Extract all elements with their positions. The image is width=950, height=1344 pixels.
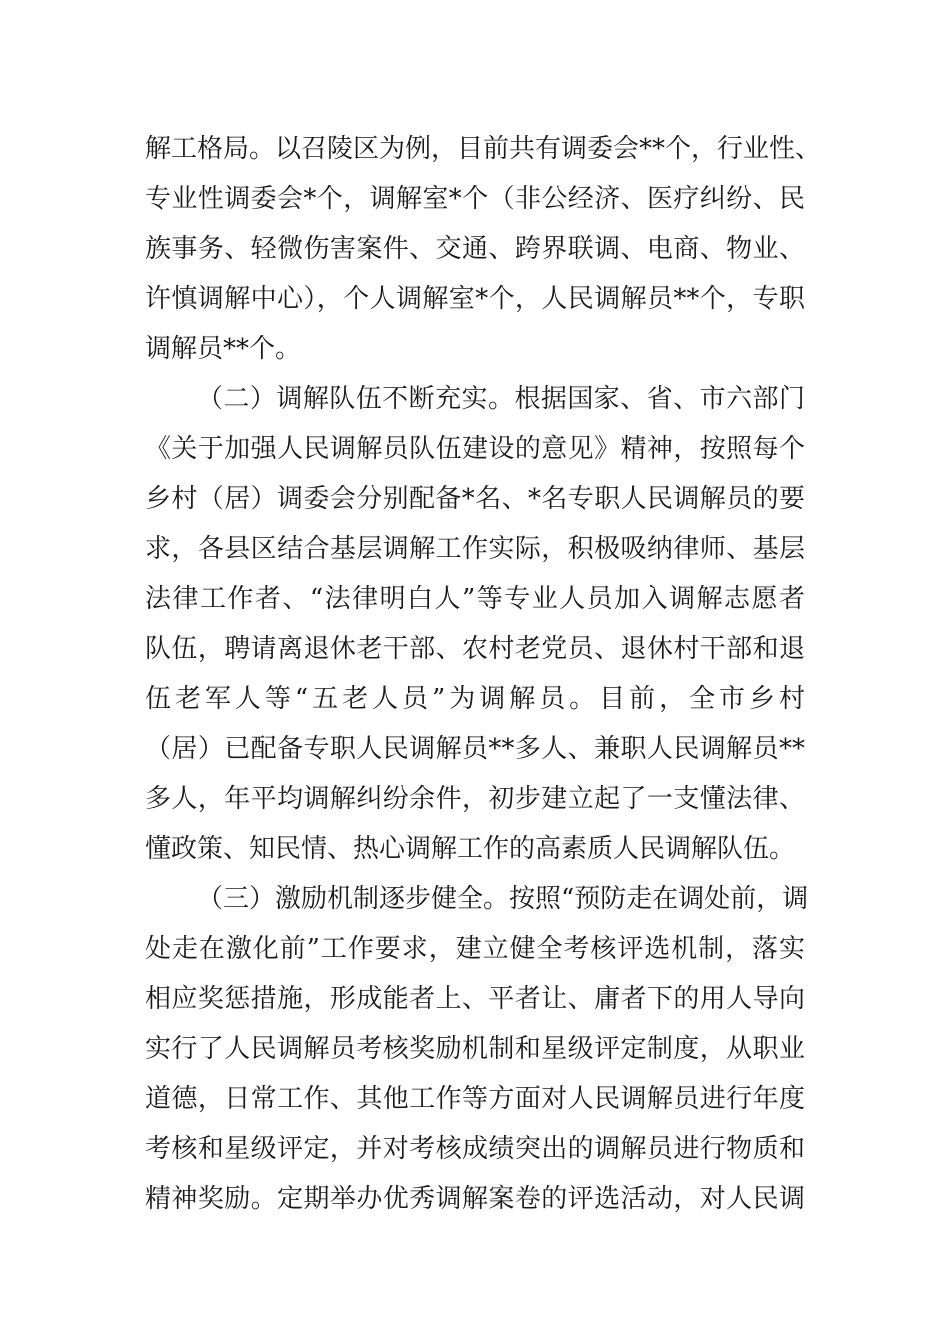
paragraph-heading-line: （二）调解队伍不断充实。根据国家、省、市六部门 xyxy=(197,384,805,414)
text-line: （居）已配备专职人民调解员**多人、兼职人民调解员** xyxy=(145,734,805,764)
text-line: 伍老军人等“五老人员”为调解员。目前，全市乡村 xyxy=(145,684,805,714)
text-line: 道德，日常工作、其他工作等方面对人民调解员进行年度 xyxy=(145,1084,805,1114)
paragraph-heading-line: （三）激励机制逐步健全。按照“预防走在调处前，调 xyxy=(197,884,809,914)
text-line: 乡村（居）调委会分别配备*名、*名专职人民调解员的要 xyxy=(145,484,805,514)
text-line: 队伍，聘请离退休老干部、农村老党员、退休村干部和退 xyxy=(145,634,805,664)
text-line: 法律工作者、“法律明白人”等专业人员加入调解志愿者 xyxy=(145,584,805,614)
text-line: 调解员**个。 xyxy=(145,334,302,364)
text-line: 处走在激化前”工作要求，建立健全考核评选机制，落实 xyxy=(145,934,805,964)
text-line: 精神奖励。定期举办优秀调解案卷的评选活动，对人民调 xyxy=(145,1184,805,1214)
text-line: 相应奖惩措施，形成能者上、平者让、庸者下的用人导向 xyxy=(145,984,805,1014)
text-line: 多人，年平均调解纠纷余件，初步建立起了一支懂法律、 xyxy=(145,784,805,814)
text-line: 专业性调委会*个，调解室*个（非公经济、医疗纠纷、民 xyxy=(145,184,805,214)
text-line: 《关于加强人民调解员队伍建设的意见》精神，按照每个 xyxy=(145,434,805,464)
text-line: 许慎调解中心），个人调解室*个，人民调解员**个，专职 xyxy=(145,284,805,314)
text-line: 族事务、轻微伤害案件、交通、跨界联调、电商、物业、 xyxy=(145,234,805,264)
text-line: 考核和星级评定，并对考核成绩突出的调解员进行物质和 xyxy=(145,1134,805,1164)
text-line: 实行了人民调解员考核奖励机制和星级评定制度，从职业 xyxy=(145,1034,805,1064)
text-line: 懂政策、知民情、热心调解工作的高素质人民调解队伍。 xyxy=(145,834,796,864)
text-line: 解工格局。以召陵区为例，目前共有调委会**个，行业性、 xyxy=(145,134,822,164)
text-line: 求，各县区结合基层调解工作实际，积极吸纳律师、基层 xyxy=(145,534,805,564)
